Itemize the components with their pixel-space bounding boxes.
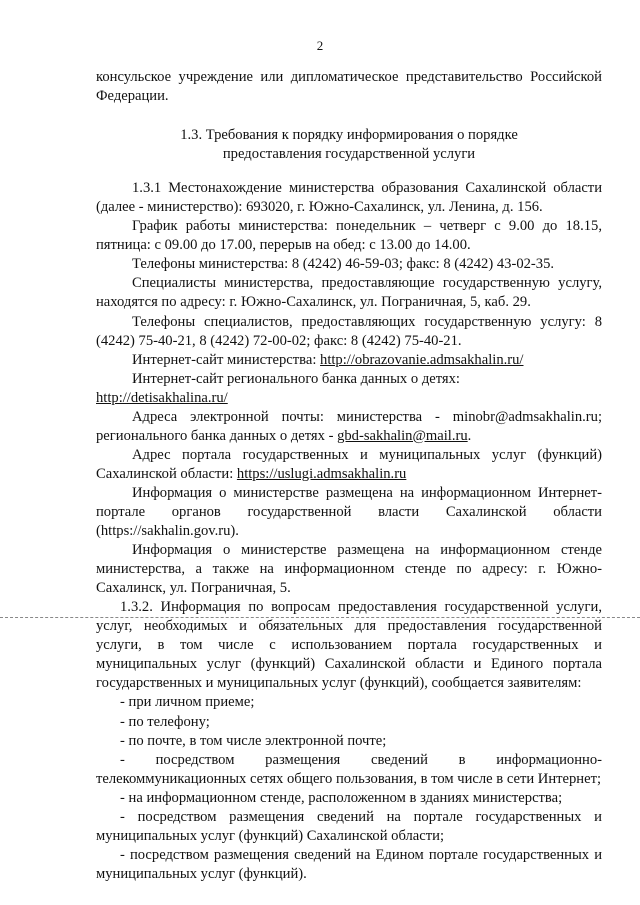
list-item: - на информационном стенде, расположенном в зданиях министерства;	[120, 789, 563, 806]
specialist-phones-paragraph: Телефоны специалистов, предоставляющих государственную услугу: 8 (4242) 75-40-21, 8 (4242) 72-00-02; факс: 8 (4242) 75-40-21.	[96, 313, 602, 349]
portal-paragraph	[96, 446, 602, 484]
bank-site-paragraph	[96, 389, 602, 408]
bank-site-link[interactable]: http://detisakhalina.ru/	[96, 389, 228, 406]
document-body	[96, 68, 602, 884]
ministry-site-link[interactable]: http://obrazovanie.admsakhalin.ru/	[320, 351, 524, 368]
section-heading-line2: предоставления государственной услуги	[222, 146, 476, 163]
list-item: - посредством размещения сведений на Едином портале государственных и муниципальных услуг (функций).	[96, 846, 602, 882]
list-item: - посредством размещения сведений на портале государственных и муниципальных услуг (функций) Сахалинской области;	[96, 808, 602, 844]
schedule-paragraph: График работы министерства: понедельник – четверг с 9.00 до 18.15, пятница: с 09.00 до 17.00, перерыв на обед: с 13.00 до 14.00.	[96, 218, 602, 254]
section-heading-line1: 1.3. Требования к порядку информирования о порядке	[180, 127, 518, 144]
info-stand-paragraph: Информация о министерстве размещена на информационном стенде министерства, а также на информационном стенде по адресу: г. Южно-Сахалинск, ул. Пограничная, 5.	[96, 542, 602, 597]
specialists-paragraph: Специалисты министерства, предоставляющие государственную услугу, находятся по адресу: г. Южно-Сахалинск, ул. Пограничная, 5, каб. 29.	[96, 275, 602, 311]
email-end: .	[467, 427, 472, 444]
portal-text: Адрес портала государственных и муниципальных услуг (функций) Сахалинской области:	[96, 446, 602, 482]
portal-link[interactable]: https://uslugi.admsakhalin.ru	[236, 465, 407, 482]
list-item: - по телефону;	[120, 713, 210, 730]
list-item: - по почте, в том числе электронной почте;	[120, 732, 387, 749]
email-paragraph	[96, 408, 602, 446]
email-text: Адреса электронной почты: министерства - minobr@admsakhalin.ru; регионального банка данных о детях -	[96, 408, 602, 444]
bank-site-label: Интернет-сайт регионального банка данных о детях:	[132, 370, 460, 387]
list-item: - посредством размещения сведений в информационно-телекоммуникационных сетях общего пользования, в том числе в сети Интернет;	[96, 751, 602, 787]
bank-email-link[interactable]: gbd-sakhalin@mail.ru	[337, 427, 468, 444]
location-paragraph: 1.3.1 Местонахождение министерства образования Сахалинской области (далее - министерство): 693020, г. Южно-Сахалинск, ул. Ленина, д. 156.	[96, 180, 602, 216]
info-portal-paragraph: Информация о министерстве размещена на информационном Интернет-портале органов государственной власти Сахалинской области (https://sakhalin.gov.ru).	[96, 484, 602, 540]
list-item: - при личном приеме;	[120, 694, 255, 711]
section-heading	[96, 126, 602, 164]
ministry-site-label: Интернет-сайт министерства:	[132, 351, 321, 368]
ministry-site-paragraph	[96, 351, 602, 370]
section-132-paragraph: 1.3.2. Информация по вопросам предоставления государственной услуги, услуг, необходимых и обязательных для предоставления государственной услуги, в том числе с использованием портала государственных и муниципальных услуг (функций) Сахалинской области и Единого портала государственных и муниципальных услуг (функций), сообщается заявителям:	[96, 599, 602, 692]
page-number: 2	[316, 38, 324, 53]
phones-paragraph: Телефоны министерства: 8 (4242) 46-59-03; факс: 8 (4242) 43-02-35.	[132, 256, 555, 273]
intro-paragraph: консульское учреждение или дипломатическое представительство Российской Федерации.	[96, 69, 602, 105]
